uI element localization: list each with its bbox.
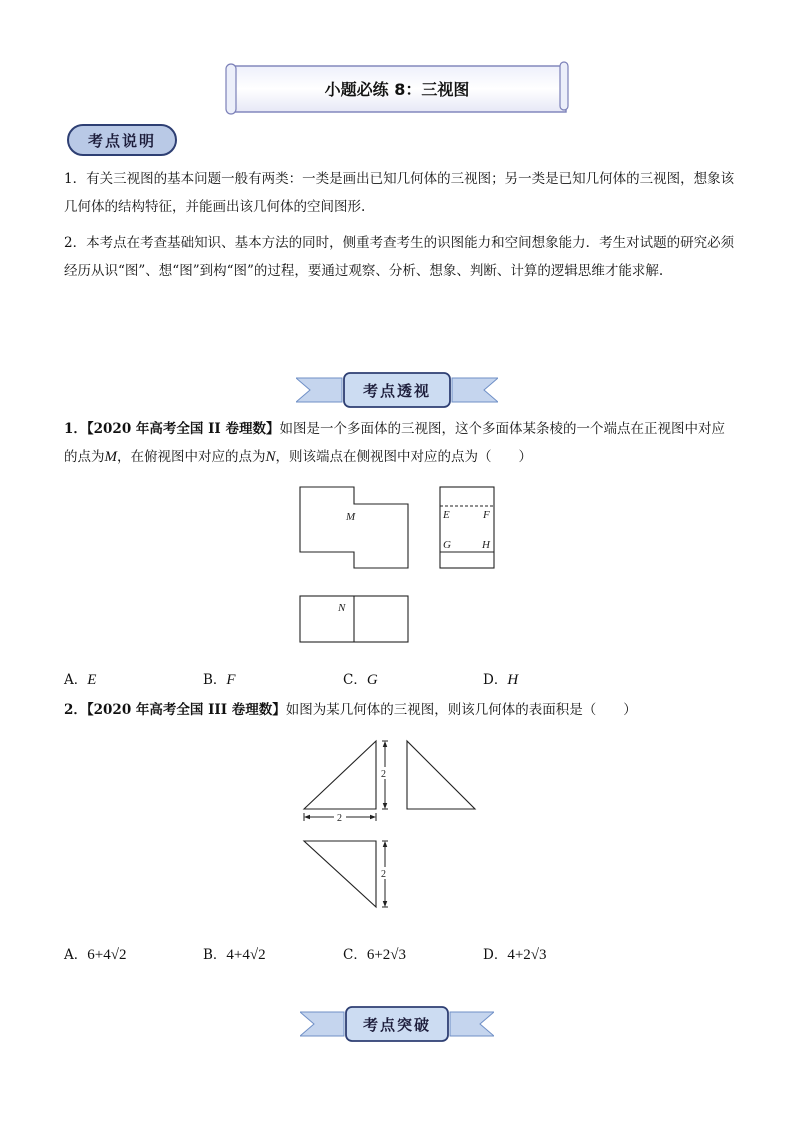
q2-option-b [203, 943, 266, 964]
section-ribbon-breakthrough [300, 1006, 494, 1042]
side-triangle [407, 741, 475, 809]
q1-option-c [343, 668, 378, 689]
top-triangle [304, 841, 376, 907]
section-ribbon-perspective [296, 372, 498, 408]
q1-option-b [203, 668, 236, 689]
option-value: F [226, 672, 236, 688]
q2-three-view-figure [298, 735, 488, 915]
option-value: 6+4√2 [87, 947, 127, 963]
label-g: G [443, 539, 451, 551]
point-m-label: M [104, 448, 117, 465]
q2-option-d [483, 943, 547, 964]
question-2-stem: 如图为某几何体的三视图，则该几何体的表面积是（ ） [285, 702, 637, 718]
option-letter: A． [64, 672, 88, 688]
side-view [440, 487, 494, 568]
label-e: E [443, 509, 450, 521]
option-value: 6+2√3 [366, 947, 407, 963]
ribbon-label: 考点突破 [362, 1016, 431, 1034]
label-front-base: 2 [337, 813, 342, 824]
front-view [300, 487, 408, 568]
option-value: E [87, 672, 97, 688]
front-triangle [304, 741, 376, 809]
label-m: M [346, 511, 356, 523]
option-value: H [507, 672, 519, 688]
title-banner [222, 58, 572, 118]
option-letter: D． [483, 947, 508, 963]
page-title: 小题必练 8：三视图 [324, 80, 470, 99]
q1-option-a [64, 668, 96, 689]
q2-option-a [64, 943, 126, 964]
label-n: N [338, 602, 346, 614]
question-2-source: 2．【2020 年高考全国 III 卷理数】 [64, 702, 286, 718]
option-value: G [366, 672, 378, 688]
option-letter: D． [483, 672, 508, 688]
badge-label: 考点说明 [87, 132, 156, 150]
q2-option-c [343, 943, 406, 964]
point-n-label: N [265, 448, 276, 465]
option-letter: B． [203, 947, 227, 963]
option-letter: A． [64, 947, 88, 963]
label-top-height: 2 [381, 869, 386, 880]
question-1-stem-c: ，则该端点在侧视图中对应的点为（ ） [275, 448, 533, 465]
question-1-stem-b: ，在俯视图中对应的点为 [117, 448, 266, 465]
ribbon-label: 考点透视 [362, 382, 431, 400]
intro-paragraph-1: 1．有关三视图的基本问题一般有两类：一类是画出已知几何体的三视图；另一类是已知几何体的三视图，想象该几何体的结构特征，并能画出该几何体的空间图形. [64, 171, 735, 215]
question-1-text [64, 416, 736, 471]
q1-three-view-figure [290, 480, 510, 650]
question-1-stem-a: 如图是一个多面体的三视图，这个多面体某条棱的一个端点在正视图中对应的点为 [64, 421, 725, 465]
label-h: H [482, 539, 490, 551]
option-letter: B． [203, 672, 227, 688]
option-letter: C． [343, 672, 367, 688]
question-2-text [64, 697, 736, 725]
intro-paragraph-2: 2．本考点在考查基础知识、基本方法的同时，侧重考查考生的识图能力和空间想象能力．考生对试题的研究必须经历从识“图”、想“图”到构“图”的过程，要通过观察、分析、想象、判断、计算的逻辑思维才能求解. [64, 235, 735, 279]
option-letter: C． [343, 947, 367, 963]
option-value: 4+4√2 [226, 947, 266, 963]
option-value: 4+2√3 [507, 947, 547, 963]
section-badge-explanation [66, 123, 178, 157]
question-1-source: 1．【2020 年高考全国 II 卷理数】 [64, 421, 280, 437]
label-front-height: 2 [381, 769, 386, 780]
label-f: F [483, 509, 490, 521]
q1-option-d [483, 668, 518, 689]
